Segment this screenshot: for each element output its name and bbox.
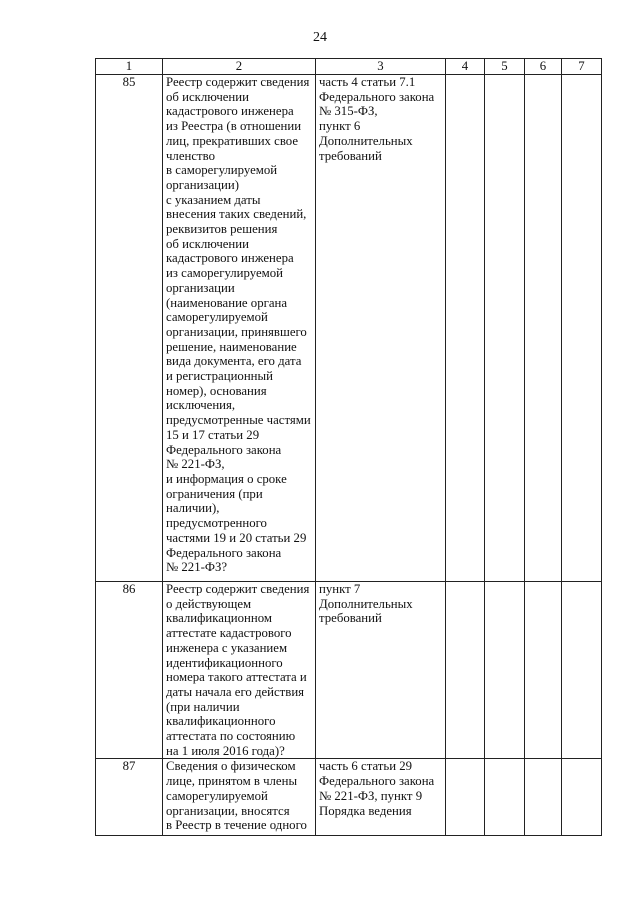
cell-text-line: лице, принятом в члены [166, 774, 298, 789]
cell-text-line: инженера с указанием [166, 640, 288, 655]
empty-cell-col-7 [562, 759, 602, 836]
cell-text-line: предусмотренного [166, 516, 267, 531]
cell-text-line: саморегулируемой [166, 310, 268, 325]
cell-text-line: предусмотренные частями [166, 413, 311, 428]
cell-text-line: исключения, [166, 398, 236, 413]
cell-text-line: саморегулируемой [166, 788, 268, 803]
empty-cell-col-4 [446, 75, 485, 582]
cell-text-line: № 221-ФЗ? [166, 560, 228, 575]
header-col-4: 4 [446, 59, 485, 75]
header-row [96, 59, 602, 75]
cell-text-line: пункт 6 [319, 119, 361, 134]
row-reference [316, 75, 446, 582]
page-number: 24 [313, 30, 327, 45]
empty-cell-col-7 [562, 75, 602, 582]
empty-cell-col-4 [446, 582, 485, 759]
row-number: 87 [96, 759, 163, 836]
cell-text-line: кадастрового инженера [166, 104, 294, 119]
cell-text-line: № 221-ФЗ, [166, 457, 225, 472]
cell-text-line: реквизитов решения [166, 222, 278, 237]
cell-text-line: в Реестр в течение одного [166, 818, 307, 833]
table-row [96, 759, 602, 836]
cell-text-line: Реестр содержит сведения [166, 582, 310, 596]
cell-text-line: 15 и 17 статьи 29 [166, 427, 260, 442]
cell-text-line: Порядка ведения [319, 803, 412, 818]
row-reference [316, 759, 446, 836]
header-col-1: 1 [96, 59, 163, 75]
cell-text-line: № 221-ФЗ, пункт 9 [319, 788, 423, 803]
cell-text-line: Дополнительных [319, 596, 413, 611]
cell-text-line: № 315-ФЗ, [319, 104, 378, 119]
row-reference [316, 582, 446, 759]
cell-text-line: Дополнительных [319, 133, 413, 148]
cell-text-line: и информация о сроке [166, 471, 287, 486]
cell-text-line: Федерального закона [319, 89, 435, 104]
cell-text-line: часть 4 статьи 7.1 [319, 75, 416, 89]
cell-text-line: аттестате кадастрового [166, 626, 292, 641]
header-col-7: 7 [562, 59, 602, 75]
header-col-2: 2 [163, 59, 316, 75]
cell-text-line: номер), основания [166, 383, 267, 398]
cell-text-line: квалификационного [166, 714, 276, 729]
cell-text-line: организации [166, 280, 235, 295]
cell-text-line: наличии), [166, 501, 220, 516]
cell-text-line: Сведения о физическом [166, 759, 296, 774]
cell-text-line: с указанием даты [166, 192, 261, 207]
empty-cell-col-5 [485, 75, 525, 582]
empty-cell-col-5 [485, 759, 525, 836]
cell-text-line: из Реестра (в отношении [166, 119, 302, 134]
table-row [96, 75, 602, 582]
cell-text-line: (наименование органа [166, 295, 288, 310]
cell-text-line: Реестр содержит сведения [166, 75, 310, 89]
cell-text-line: Федерального закона [166, 545, 282, 560]
header-col-5: 5 [485, 59, 525, 75]
empty-cell-col-5 [485, 582, 525, 759]
cell-text-line: лиц, прекративших свое [166, 133, 299, 148]
cell-text-line: об исключении [166, 236, 249, 251]
cell-text-line: ограничения (при [166, 486, 263, 501]
cell-text-line: из саморегулируемой [166, 266, 283, 281]
cell-text-line: в саморегулируемой [166, 163, 278, 178]
cell-text-line: (при наличии [166, 699, 240, 714]
empty-cell-col-4 [446, 759, 485, 836]
cell-text-line: внесения таких сведений, [166, 207, 307, 222]
row-description [163, 75, 316, 582]
cell-text-line: пункт 7 [319, 582, 361, 596]
cell-text-line: о действующем [166, 596, 252, 611]
header-col-6: 6 [525, 59, 562, 75]
row-number: 86 [96, 582, 163, 759]
cell-text-line: вида документа, его дата [166, 354, 302, 369]
cell-text-line: организации) [166, 177, 239, 192]
row-number: 85 [96, 75, 163, 582]
cell-text-line: Федерального закона [166, 442, 282, 457]
cell-text-line: Федерального закона [319, 774, 435, 789]
cell-text-line: аттестата по состоянию [166, 729, 296, 744]
cell-text-line: идентификационного [166, 655, 283, 670]
cell-text-line: членство [166, 148, 215, 163]
cell-text-line: требований [319, 148, 382, 163]
cell-text-line: даты начала его действия [166, 684, 305, 699]
row-description [163, 759, 316, 836]
cell-text-line: часть 6 статьи 29 [319, 759, 413, 774]
cell-text-line: номера такого аттестата и [166, 670, 307, 685]
header-col-3: 3 [316, 59, 446, 75]
cell-text-line: требований [319, 611, 382, 626]
row-description [163, 582, 316, 759]
requirements-table [95, 58, 602, 836]
empty-cell-col-6 [525, 582, 562, 759]
cell-text-line: и регистрационный [166, 369, 273, 384]
empty-cell-col-6 [525, 759, 562, 836]
empty-cell-col-7 [562, 582, 602, 759]
empty-cell-col-6 [525, 75, 562, 582]
cell-text-line: организации, вносятся [166, 803, 290, 818]
cell-text-line: решение, наименование [166, 339, 297, 354]
cell-text-line: кадастрового инженера [166, 251, 294, 266]
cell-text-line: квалификационном [166, 611, 273, 626]
cell-text-line: об исключении [166, 89, 249, 104]
cell-text-line: частями 19 и 20 статьи 29 [166, 530, 307, 545]
cell-text-line: организации, принявшего [166, 324, 307, 339]
cell-text-line: на 1 июля 2016 года)? [166, 743, 285, 758]
table-row [96, 582, 602, 759]
